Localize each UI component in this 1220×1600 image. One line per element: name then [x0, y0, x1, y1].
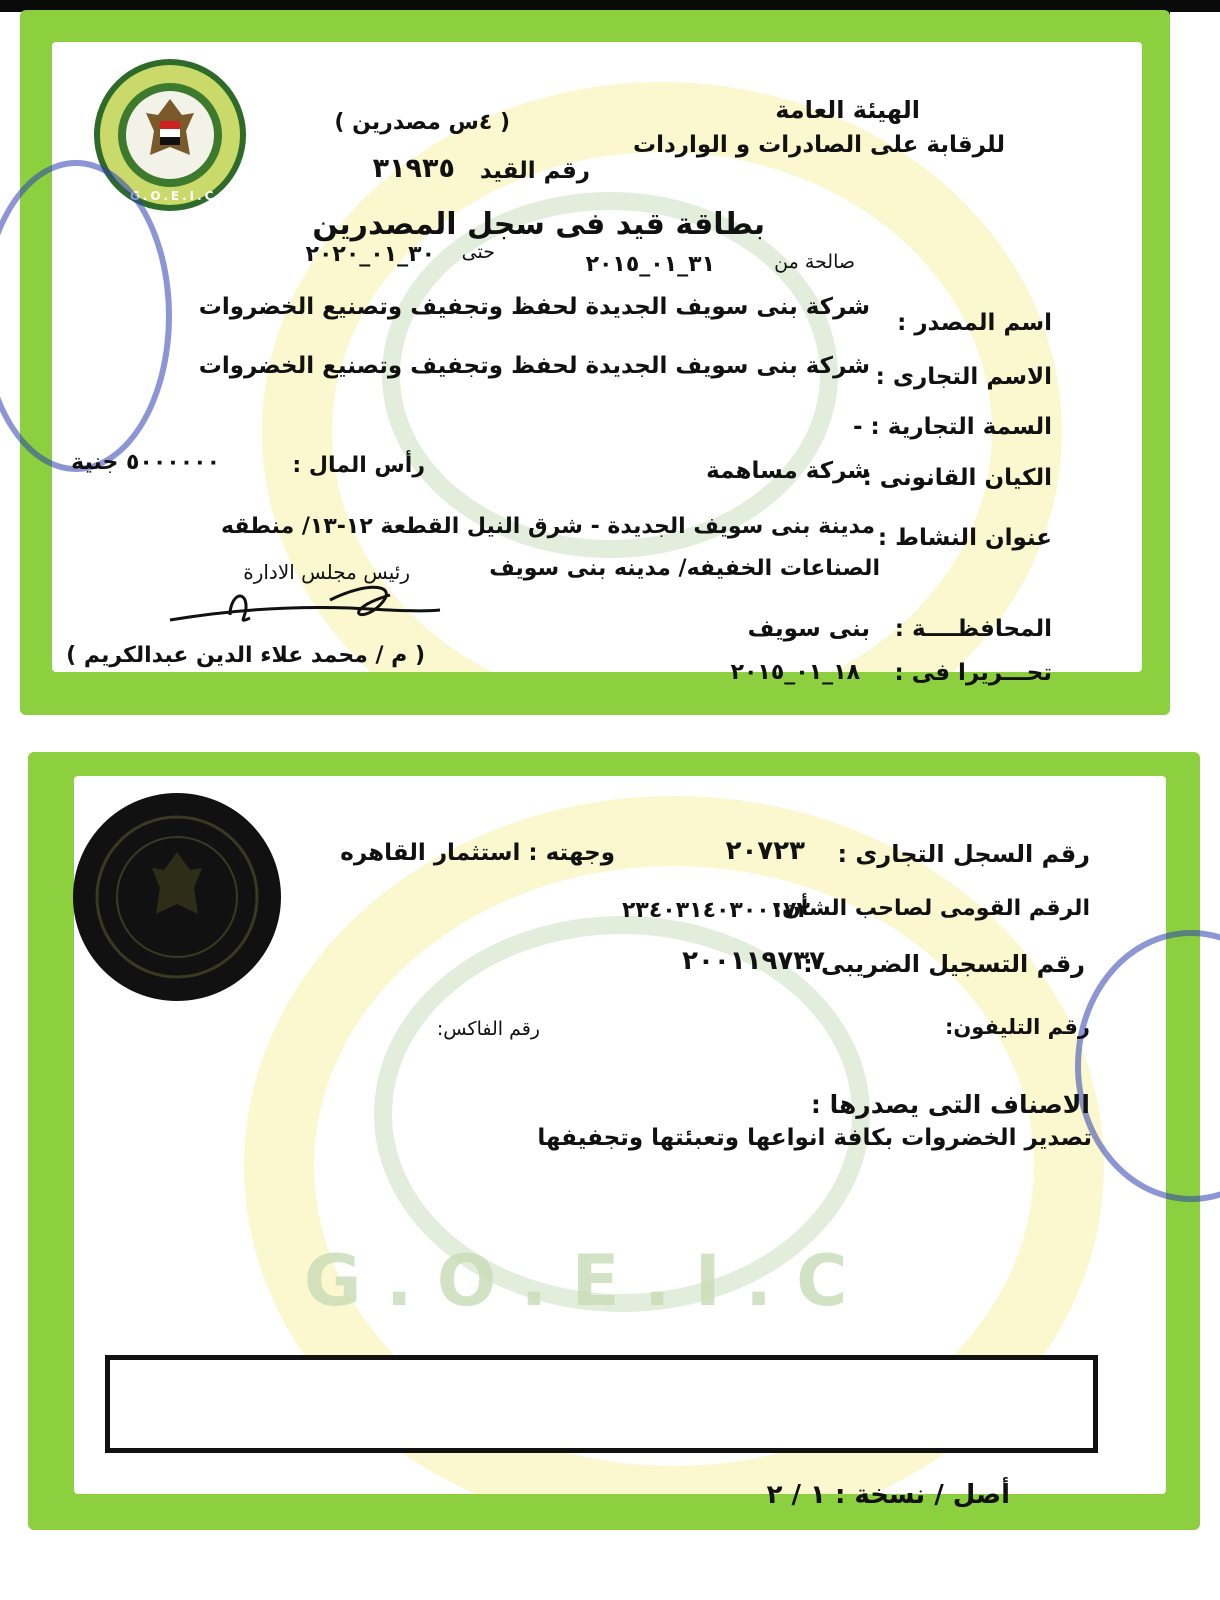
exporter-name-label: اسم المصدر :	[897, 310, 1052, 336]
category-label: ( ٤س مصدرين )	[334, 110, 510, 135]
authority-line2: للرقابة على الصادرات و الواردات	[632, 132, 1005, 158]
card-title: بطاقة قيد فى سجل المصدرين	[312, 207, 765, 242]
legal-entity-label: الكيان القانونى :	[862, 465, 1052, 491]
national-id: ٢٣٤٠٣١٤٠٣٠٠١٧٣	[622, 898, 810, 923]
valid-until-date: ٣٠_٠١_٢٠٢٠	[305, 242, 435, 267]
exporter-name: شركة بنى سويف الجديدة لحفظ وتجفيف وتصنيع الخضروات	[198, 294, 870, 320]
trade-name: شركة بنى سويف الجديدة لحفظ وتجفيف وتصنيع الخضروات	[198, 353, 870, 379]
fax-label: رقم الفاكس:	[436, 1018, 540, 1040]
activity-address-label: عنوان النشاط :	[877, 525, 1052, 551]
issued-label: تحـــريرا فى :	[894, 660, 1052, 686]
authority-line1: الهيئة العامة	[775, 96, 920, 124]
tax-registration-label: رقم التسجيل الضريبى :	[803, 950, 1085, 978]
trademark-label: السمة التجارية : -	[852, 414, 1052, 440]
governorate-label: المحافظــــة :	[894, 616, 1052, 642]
legal-entity: شركة مساهمة	[706, 458, 870, 484]
chairman-signature	[150, 570, 450, 640]
copy-label: أصل / نسخة : ١ / ٢	[766, 1480, 1010, 1510]
issued-date: ١٨_٠١_٢٠١٥	[730, 660, 860, 685]
registration-number: ٣١٩٣٥	[372, 153, 455, 184]
goods: تصدير الخضروات بكافة انواعها وتعبئتها وتجفيفها	[537, 1125, 1092, 1151]
phone-label: رقم التليفون:	[944, 1015, 1090, 1039]
seal-emblem-letters: G.O.E.I.C	[130, 189, 217, 203]
capital-label: رأس المال :	[292, 453, 425, 478]
valid-until-label: حتى	[461, 241, 495, 263]
chairman-name: ( م / محمد علاء الدين عبدالكريم )	[66, 643, 425, 668]
activity-address-line2: الصناعات الخفيفه/ مدينه بنى سويف	[489, 556, 880, 581]
goods-label: الاصناف التى يصدرها :	[810, 1090, 1090, 1119]
commercial-register-number: ٢٠٧٢٣	[725, 836, 805, 866]
trade-name-label: الاسم التجارى :	[875, 364, 1052, 390]
governorate: بنى سويف	[747, 616, 870, 642]
empty-notes-box	[105, 1355, 1098, 1453]
valid-from-date: ٣١_٠١_٢٠١٥	[585, 252, 715, 277]
black-embossed-seal	[70, 790, 285, 1005]
tax-registration-number: ٢٠٠١١٩٧٣٧	[682, 946, 825, 976]
register-office-label: وجهته : استثمار القاهره	[340, 840, 615, 866]
valid-from-label: صالحة من	[774, 251, 855, 273]
watermark-letters: G . O . E . I . C	[304, 1240, 848, 1322]
chairman-title: رئيس مجلس الادارة	[243, 560, 410, 584]
registration-label: رقم القيد	[479, 158, 590, 184]
capital-value: ٥٠٠٠٠٠٠ جنية	[71, 450, 220, 475]
activity-address-line1: مدينة بنى سويف الجديدة - شرق النيل القطعة ١٢-١٣/ منطقه	[220, 514, 875, 539]
national-id-label: الرقم القومى لصاحب الشأن:	[773, 896, 1090, 921]
commercial-register-label: رقم السجل التجارى :	[837, 840, 1090, 868]
